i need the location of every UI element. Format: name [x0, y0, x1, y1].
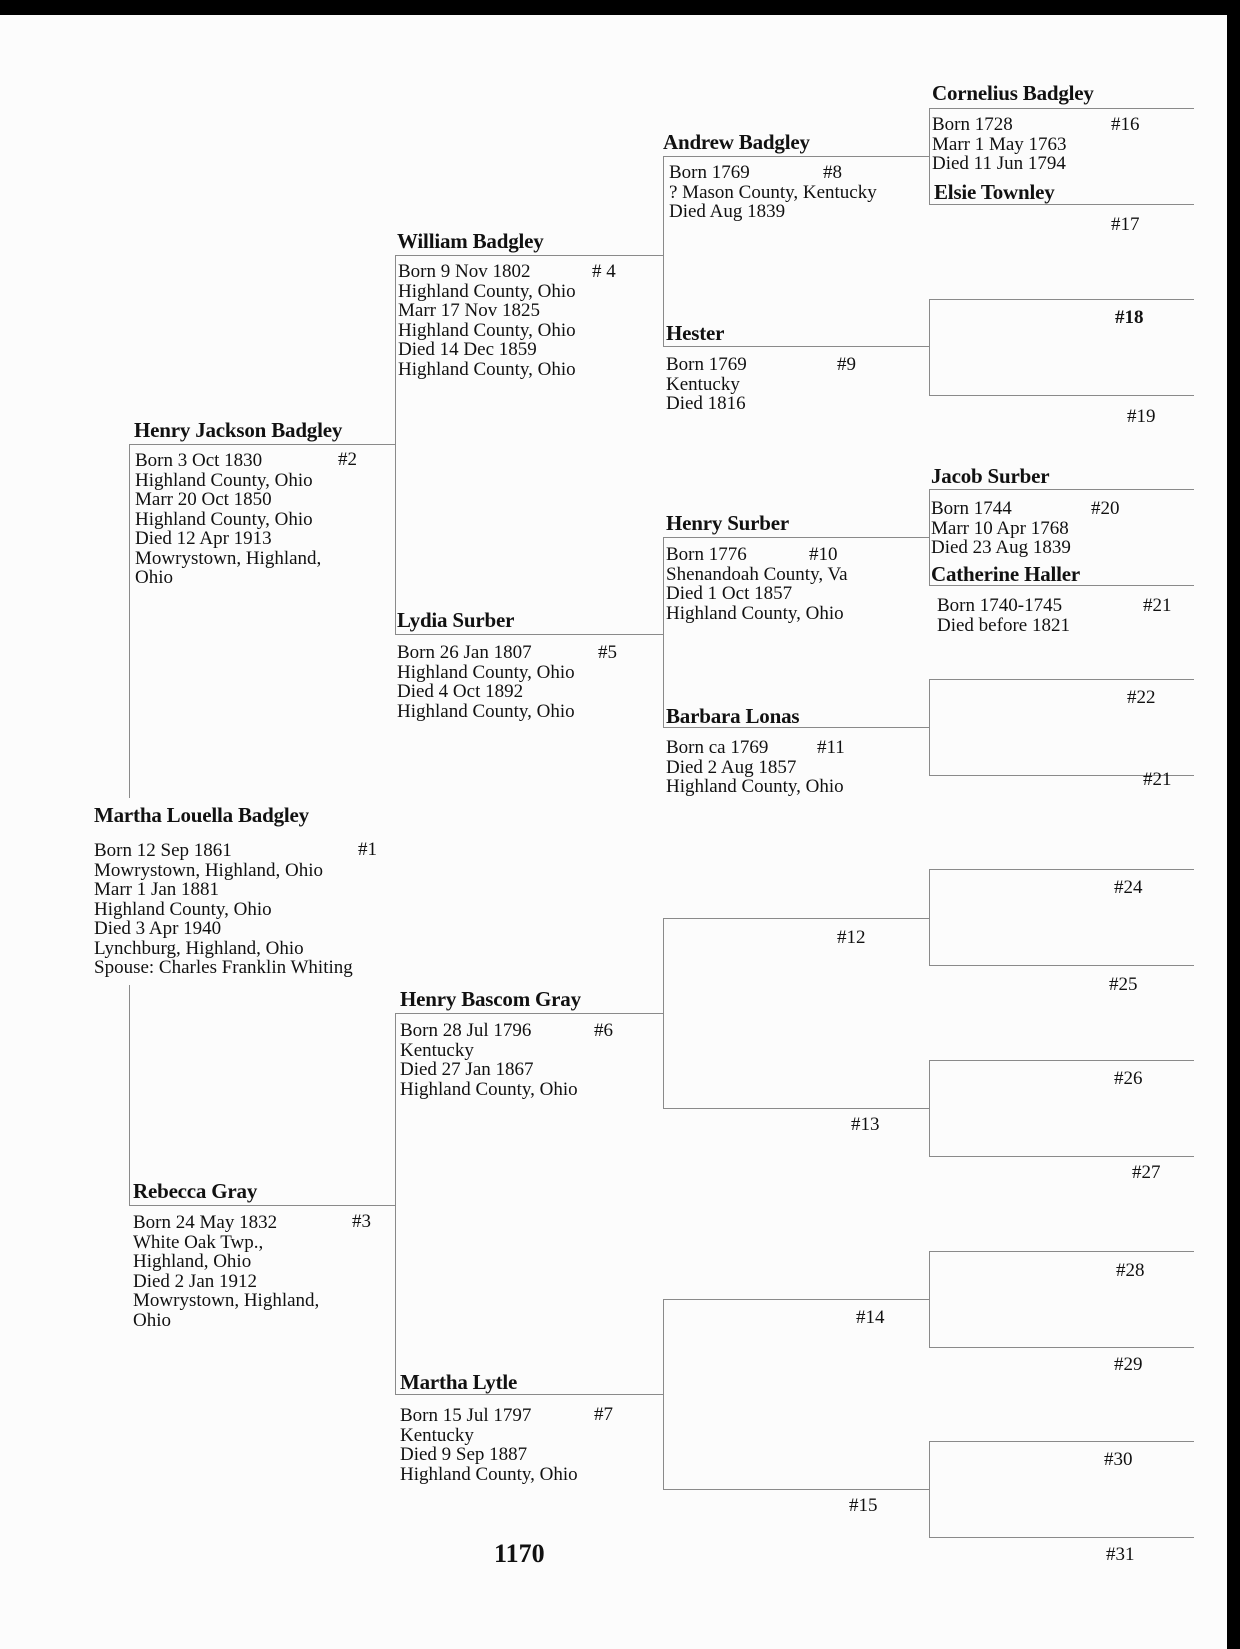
- person-21-number: #21: [1143, 595, 1172, 616]
- person-4-line: Highland County, Ohio: [398, 358, 576, 380]
- person-20-line: Marr 10 Apr 1768: [931, 517, 1069, 539]
- person-5-line: Died 4 Oct 1892: [397, 681, 524, 702]
- person-16-line: Born 1728: [932, 114, 1013, 135]
- connector-line: [929, 1251, 1194, 1252]
- scan-border-top: [0, 0, 1240, 15]
- person-3-details: [133, 1213, 319, 1330]
- person-7-number: #7: [594, 1404, 613, 1425]
- person-16-line: Died 11 Jun 1794: [932, 153, 1066, 174]
- person-7-line: Highland County, Ohio: [400, 1463, 578, 1485]
- person-6-number: #6: [594, 1020, 613, 1041]
- slot-number-18: #18: [1115, 307, 1144, 328]
- connector-line: [929, 869, 930, 965]
- person-5-line: Born 26 Jan 1807: [397, 642, 532, 663]
- person-4-line: Died 14 Dec 1859: [398, 339, 537, 360]
- person-2-number: #2: [338, 449, 357, 470]
- person-2-line: Ohio: [135, 567, 173, 588]
- person-1-line: Born 12 Sep 1861: [94, 840, 232, 861]
- person-6-name: Henry Bascom Gray: [400, 987, 581, 1011]
- person-6-line: Died 27 Jan 1867: [400, 1059, 534, 1080]
- person-7-line: Kentucky: [400, 1424, 474, 1446]
- connector-line: [129, 1205, 395, 1206]
- slot-number-25: #25: [1109, 974, 1138, 995]
- page-number: 1170: [494, 1539, 545, 1568]
- connector-line: [129, 985, 130, 1205]
- connector-line: [929, 395, 1194, 396]
- person-3-line: Born 24 May 1832: [133, 1212, 278, 1233]
- person-21-line: Died before 1821: [937, 614, 1070, 636]
- person-3-line: Ohio: [133, 1309, 171, 1331]
- person-1-number: #1: [358, 839, 377, 860]
- slot-number-27: #27: [1132, 1162, 1161, 1183]
- person-9-line: Died 1816: [666, 393, 746, 414]
- person-16-name: Cornelius Badgley: [932, 81, 1094, 105]
- person-21-details: [937, 596, 1070, 635]
- slot-number-23: #21: [1143, 769, 1172, 790]
- person-2-name: Henry Jackson Badgley: [134, 418, 343, 442]
- person-10-line: Highland County, Ohio: [666, 602, 844, 624]
- connector-line: [663, 537, 929, 538]
- connector-line: [929, 1251, 930, 1347]
- connector-line: [929, 489, 1194, 490]
- person-1-line: Died 3 Apr 1940: [94, 918, 222, 939]
- connector-line: [663, 1299, 664, 1489]
- connector-line: [929, 679, 1194, 680]
- slot-number-26: #26: [1114, 1068, 1143, 1089]
- connector-line: [929, 679, 930, 775]
- person-6-line: Kentucky: [400, 1039, 474, 1061]
- connector-line: [663, 1299, 929, 1300]
- person-20-number: #20: [1091, 498, 1120, 519]
- person-4-line: Highland County, Ohio: [398, 319, 576, 341]
- scan-border-right: [1227, 0, 1240, 1649]
- connector-line: [395, 1013, 396, 1394]
- person-2-line: Highland County, Ohio: [135, 469, 313, 491]
- person-5-name: Lydia Surber: [397, 608, 515, 632]
- connector-line: [663, 537, 664, 727]
- person-1-line: Highland County, Ohio: [94, 898, 272, 920]
- person-10-line: Born 1776: [666, 544, 747, 565]
- connector-line: [129, 444, 395, 445]
- person-9-name: Hester: [666, 321, 725, 345]
- person-1-line: Mowrystown, Highland, Ohio: [94, 859, 324, 881]
- person-3-number: #3: [352, 1211, 371, 1232]
- slot-number-15: #15: [849, 1495, 878, 1516]
- person-17-name: Elsie Townley: [934, 180, 1055, 204]
- person-21-line: Born 1740-1745: [937, 595, 1063, 616]
- slot-number-22: #22: [1127, 687, 1156, 708]
- slot-number-19: #19: [1127, 406, 1156, 427]
- person-7-name: Martha Lytle: [400, 1370, 518, 1394]
- person-10-line: Shenandoah County, Va: [666, 563, 848, 585]
- person-8-line: Died Aug 1839: [669, 201, 786, 222]
- connector-line: [395, 1013, 663, 1014]
- person-1-line: Spouse: Charles Franklin Whiting: [94, 957, 353, 978]
- person-20-line: Died 23 Aug 1839: [931, 537, 1071, 558]
- connector-line: [929, 1060, 1194, 1061]
- connector-line: [929, 1156, 1194, 1157]
- person-16-number: #16: [1111, 114, 1140, 135]
- connector-line: [663, 346, 929, 347]
- person-7-line: Died 9 Sep 1887: [400, 1444, 528, 1465]
- person-4-line: Marr 17 Nov 1825: [398, 300, 540, 321]
- person-1-line: Lynchburg, Highland, Ohio: [94, 937, 304, 959]
- person-11-line: Born ca 1769: [666, 737, 769, 758]
- connector-line: [929, 489, 930, 585]
- person-2-line: Died 12 Apr 1913: [135, 528, 272, 549]
- person-2-line: Marr 20 Oct 1850: [135, 489, 272, 510]
- connector-line: [395, 1394, 663, 1395]
- connector-line: [929, 108, 1194, 109]
- person-4-number: # 4: [592, 261, 616, 282]
- person-21-name: Catherine Haller: [931, 562, 1081, 586]
- person-1-name: Martha Louella Badgley: [94, 803, 309, 827]
- person-1-line: Marr 1 Jan 1881: [94, 879, 220, 900]
- connector-line: [663, 1108, 929, 1109]
- slot-number-12: #12: [837, 927, 866, 948]
- person-10-line: Died 1 Oct 1857: [666, 583, 793, 604]
- connector-line: [929, 204, 1194, 205]
- person-9-number: #9: [837, 354, 856, 375]
- connector-line: [929, 965, 1194, 966]
- slot-number-14: #14: [856, 1307, 885, 1328]
- person-3-line: White Oak Twp.,: [133, 1231, 264, 1253]
- person-20-name: Jacob Surber: [931, 464, 1050, 488]
- person-9-line: Born 1769: [666, 354, 747, 375]
- person-2-line: Highland County, Ohio: [135, 508, 313, 530]
- person-17-number: #17: [1111, 214, 1140, 235]
- connector-line: [929, 1441, 930, 1537]
- person-16-details: [932, 115, 1067, 174]
- person-11-number: #11: [817, 737, 845, 758]
- person-4-details: [398, 262, 576, 379]
- connector-line: [395, 634, 663, 635]
- connector-line: [663, 156, 929, 157]
- person-6-line: Highland County, Ohio: [400, 1078, 578, 1100]
- person-5-line: Highland County, Ohio: [397, 661, 575, 683]
- person-9-line: Kentucky: [666, 373, 740, 395]
- slot-number-30: #30: [1104, 1449, 1133, 1470]
- person-10-name: Henry Surber: [666, 511, 790, 535]
- person-5-line: Highland County, Ohio: [397, 700, 575, 722]
- person-6-line: Born 28 Jul 1796: [400, 1020, 532, 1041]
- connector-line: [929, 299, 1194, 300]
- connector-line: [663, 156, 664, 346]
- person-5-number: #5: [598, 642, 617, 663]
- person-1-details: [94, 841, 353, 978]
- person-8-line: Born 1769: [669, 162, 750, 183]
- person-4-line: Highland County, Ohio: [398, 280, 576, 302]
- connector-line: [929, 1537, 1194, 1538]
- connector-line: [929, 1347, 1194, 1348]
- person-4-name: William Badgley: [397, 229, 544, 253]
- person-7-details: [400, 1406, 578, 1484]
- person-8-line: ? Mason County, Kentucky: [669, 181, 877, 203]
- person-2-line: Born 3 Oct 1830: [135, 450, 263, 471]
- connector-line: [929, 869, 1194, 870]
- connector-line: [929, 1060, 930, 1156]
- person-6-details: [400, 1021, 578, 1099]
- person-20-line: Born 1744: [931, 498, 1012, 519]
- person-5-details: [397, 643, 575, 721]
- connector-line: [663, 1489, 929, 1490]
- person-3-line: Mowrystown, Highland,: [133, 1290, 320, 1311]
- person-8-details: [669, 163, 877, 222]
- connector-line: [395, 255, 396, 634]
- person-3-line: Died 2 Jan 1912: [133, 1270, 258, 1292]
- person-7-line: Born 15 Jul 1797: [400, 1405, 532, 1426]
- person-11-line: Died 2 Aug 1857: [666, 756, 797, 778]
- person-10-number: #10: [809, 544, 838, 565]
- person-2-details: [135, 451, 321, 588]
- slot-number-13: #13: [851, 1114, 880, 1135]
- person-3-name: Rebecca Gray: [133, 1179, 258, 1203]
- person-3-line: Highland, Ohio: [133, 1251, 252, 1272]
- connector-line: [929, 1441, 1194, 1442]
- connector-line: [929, 299, 930, 395]
- person-9-details: [666, 355, 747, 414]
- connector-line: [129, 444, 130, 798]
- connector-line: [395, 255, 663, 256]
- slot-number-29: #29: [1114, 1354, 1143, 1375]
- slot-number-24: #24: [1114, 877, 1143, 898]
- connector-line: [929, 108, 930, 204]
- person-20-details: [931, 499, 1071, 558]
- person-8-name: Andrew Badgley: [663, 130, 810, 154]
- slot-number-31: #31: [1106, 1544, 1135, 1565]
- person-2-line: Mowrystown, Highland,: [135, 547, 322, 569]
- person-8-number: #8: [823, 162, 842, 183]
- connector-line: [663, 918, 664, 1108]
- person-11-line: Highland County, Ohio: [666, 776, 844, 797]
- slot-number-28: #28: [1116, 1260, 1145, 1281]
- connector-line: [663, 918, 929, 919]
- person-11-name: Barbara Lonas: [666, 704, 800, 728]
- person-16-line: Marr 1 May 1763: [932, 133, 1067, 155]
- person-4-line: Born 9 Nov 1802: [398, 261, 531, 282]
